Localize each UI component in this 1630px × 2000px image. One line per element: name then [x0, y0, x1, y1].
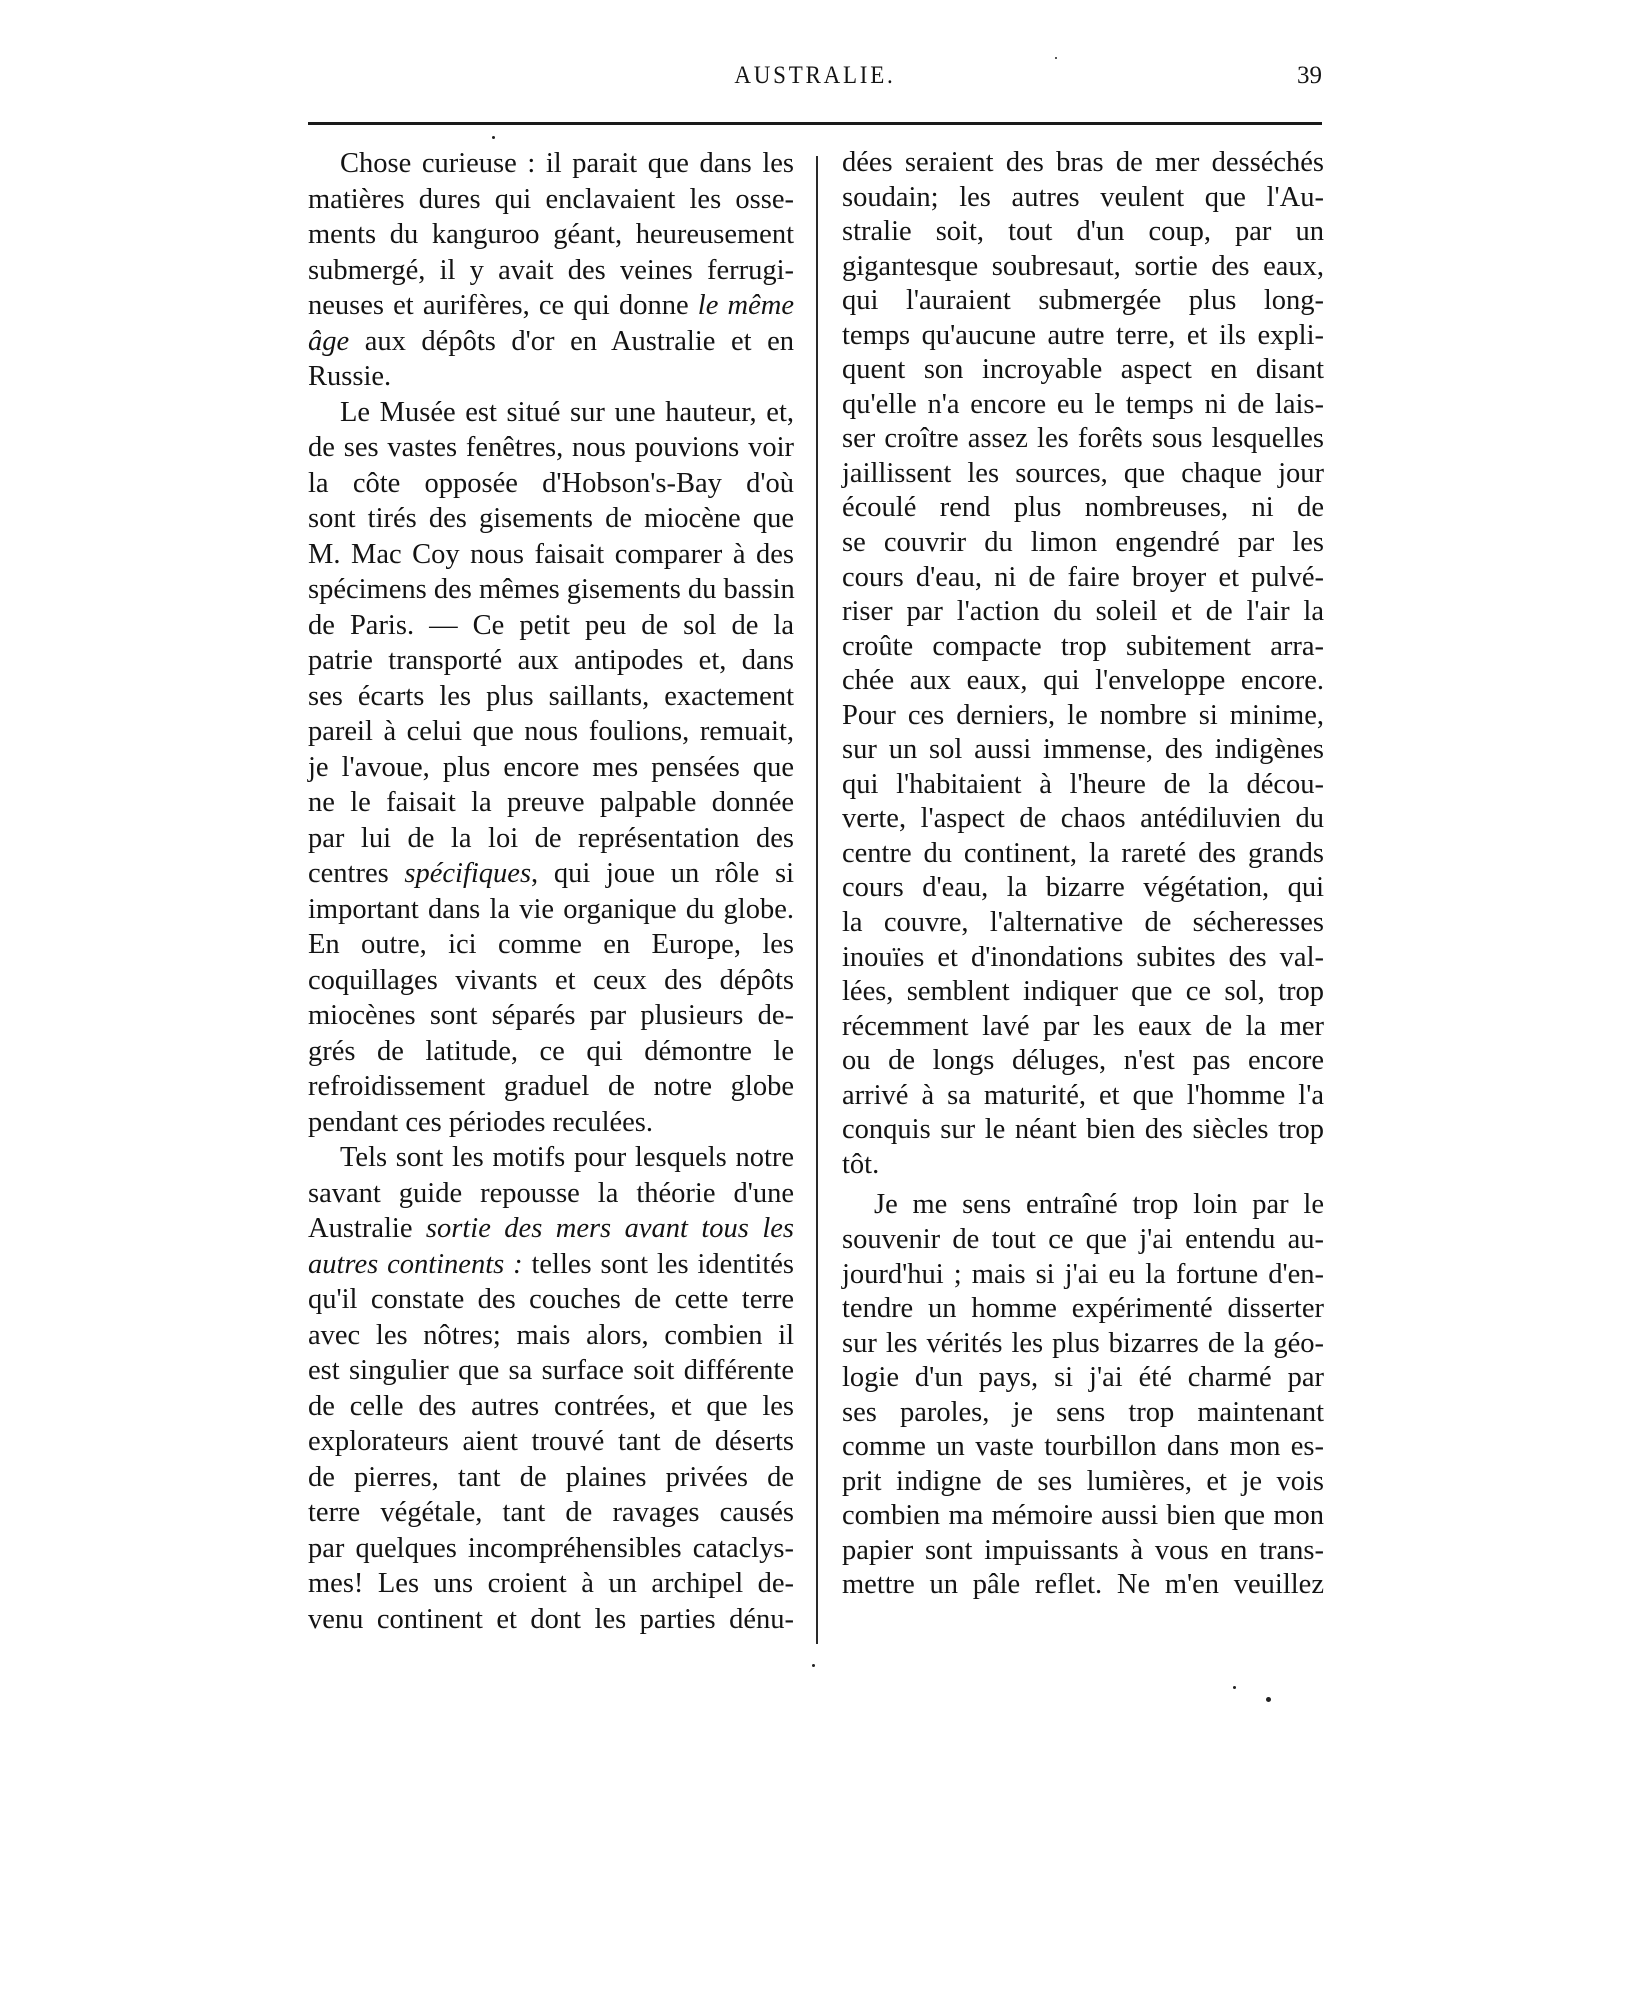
line-text: inouïes et d'inondations subites des val-	[842, 941, 1324, 973]
text-line	[842, 1361, 1324, 1396]
line-text: tendre un homme expérimenté disserter	[842, 1293, 1324, 1325]
text-line	[308, 359, 794, 395]
line-text: matières dures qui enclavaient les osse-	[308, 183, 794, 215]
line-text: la couvre, l'alternative de sécheresses	[842, 907, 1324, 939]
text-line	[308, 1353, 794, 1389]
line-text: par quelques incompréhensibles cataclys-	[308, 1532, 794, 1564]
italic-text: spécifiques	[404, 858, 532, 889]
line-text: qui l'auraient submergée plus long-	[842, 285, 1324, 317]
text-line	[842, 1396, 1324, 1431]
text-line	[842, 319, 1324, 354]
line-text: jourd'hui ; mais si j'ai eu la fortune d'en-	[842, 1258, 1324, 1290]
line-text: Chose curieuse : il parait que dans les	[340, 148, 794, 179]
text-line	[842, 664, 1324, 699]
line-text: papier sont impuissants à vous en trans-	[842, 1534, 1324, 1566]
text-line	[308, 1105, 794, 1141]
line-text: centres	[308, 858, 405, 889]
line-text: telles sont les identités	[522, 1248, 794, 1280]
line-text: quent son incroyable aspect en disant	[842, 354, 1324, 386]
text-line	[308, 253, 794, 289]
line-text: miocènes sont séparés par plusieurs de-	[308, 1000, 794, 1031]
line-text: savant guide repousse la théorie d'une	[308, 1177, 794, 1209]
text-line	[308, 146, 794, 182]
text-line	[842, 871, 1324, 906]
line-text: soudain; les autres veulent que l'Au-	[842, 181, 1324, 213]
line-text: Je me sens entraîné trop loin par le	[874, 1189, 1324, 1221]
italic-text: le même	[697, 290, 794, 321]
line-text: cours d'eau, ni de faire broyer et pulvé-	[842, 561, 1324, 593]
line-text: patrie transporté aux antipodes et, dans	[308, 645, 794, 676]
line-text: Le Musée est situé sur une hauteur, et,	[340, 396, 794, 428]
text-line	[308, 1460, 794, 1496]
text-line	[308, 1318, 794, 1354]
text-line	[842, 1258, 1324, 1293]
line-text: verte, l'aspect de chaos antédiluvien du	[842, 803, 1324, 835]
print-speck	[1266, 1697, 1271, 1702]
line-text: grés de latitude, ce qui démontre le	[308, 1035, 794, 1067]
text-line	[308, 501, 794, 537]
text-line	[842, 388, 1324, 423]
line-text: arrivé à sa maturité, et que l'homme l'a	[842, 1079, 1324, 1111]
text-line	[842, 181, 1324, 216]
text-line	[842, 1148, 1324, 1183]
italic-text: âge	[308, 325, 350, 357]
line-text: venu continent et dont les parties dénu-	[308, 1603, 794, 1635]
text-line	[308, 288, 794, 324]
line-text: Australie	[308, 1213, 426, 1244]
line-text: sur un sol aussi immense, des indigènes	[842, 734, 1324, 766]
header-rule	[308, 122, 1322, 125]
line-text: coquillages vivants et ceux des dépôts	[308, 964, 794, 996]
text-line	[842, 284, 1324, 319]
italic-text: sortie des mers avant tous les	[425, 1213, 794, 1244]
text-line	[308, 1389, 794, 1425]
text-line	[308, 856, 794, 892]
line-text: pendant ces périodes reculées.	[308, 1106, 654, 1138]
line-text: mettre un pâle reflet. Ne m'en veuillez	[842, 1569, 1324, 1601]
line-text: combien ma mémoire aussi bien que mon	[842, 1500, 1324, 1532]
line-text: la côte opposée d'Hobson's-Bay d'où	[308, 467, 794, 499]
line-text: tôt.	[842, 1148, 880, 1180]
text-line	[842, 250, 1324, 285]
text-line	[308, 1602, 794, 1638]
text-line	[842, 837, 1324, 872]
text-line	[842, 1499, 1324, 1534]
text-line	[842, 1188, 1324, 1223]
line-text: est singulier que sa surface soit différente	[308, 1355, 794, 1386]
line-text: Russie.	[308, 361, 392, 392]
line-text: comme un vaste tourbillon dans mon es-	[842, 1431, 1324, 1463]
text-line	[842, 1430, 1324, 1465]
line-text: de ses vastes fenêtres, nous pouvions voir	[308, 432, 794, 463]
text-line	[308, 1531, 794, 1567]
line-text: terre végétale, tant de ravages causés	[308, 1497, 794, 1528]
line-text: avec les nôtres; mais alors, combien il	[308, 1319, 794, 1351]
text-line	[842, 975, 1324, 1010]
text-line	[308, 537, 794, 573]
line-text: gigantesque soubresaut, sortie des eaux,	[842, 250, 1324, 282]
text-line	[842, 733, 1324, 768]
print-speck	[492, 136, 495, 139]
line-text: récemment lavé par les eaux de la mer	[842, 1010, 1324, 1042]
text-line	[308, 714, 794, 750]
text-line	[842, 491, 1324, 526]
print-speck	[1233, 1686, 1236, 1689]
text-line	[842, 906, 1324, 941]
page-number: 39	[1297, 62, 1322, 89]
text-line	[308, 679, 794, 715]
line-text: par lui de la loi de représentation des	[308, 822, 794, 854]
line-text: important dans la vie organique du globe.	[308, 893, 794, 925]
text-line	[842, 215, 1324, 250]
line-text: qu'il constate des couches de cette terre	[308, 1284, 794, 1315]
running-head	[308, 62, 1322, 98]
text-line	[308, 217, 794, 253]
text-line	[842, 1465, 1324, 1500]
line-text: ses écarts les plus saillants, exactement	[308, 680, 794, 712]
text-line	[842, 1327, 1324, 1362]
text-line	[842, 630, 1324, 665]
line-text: de pierres, tant de plaines privées de	[308, 1461, 794, 1493]
line-text: qui l'habitaient à l'heure de la décou-	[842, 768, 1324, 800]
line-text: de celle des autres contrées, et que les	[308, 1390, 794, 1422]
left-column	[308, 146, 794, 1637]
line-text: sur les vérités les plus bizarres de la géo-	[842, 1327, 1324, 1359]
line-text: temps qu'aucune autre terre, et ils expli-	[842, 319, 1324, 351]
line-text: conquis sur le néant bien des siècles trop	[842, 1114, 1324, 1146]
line-text: M. Mac Coy nous faisait comparer à des	[308, 538, 794, 570]
line-text: je l'avoue, plus encore mes pensées que	[308, 751, 794, 783]
line-text: explorateurs aient trouvé tant de déserts	[308, 1426, 794, 1457]
line-text: cours d'eau, la bizarre végétation, qui	[842, 872, 1324, 904]
line-text: stralie soit, tout d'un coup, par un	[842, 216, 1324, 248]
print-speck	[1055, 57, 1057, 59]
text-line	[308, 1282, 794, 1318]
line-text: riser par l'action du soleil et de l'air la	[842, 596, 1324, 628]
text-line	[308, 1069, 794, 1105]
line-text: sont tirés des gisements de miocène que	[308, 503, 794, 534]
text-line	[842, 422, 1324, 457]
text-line	[842, 526, 1324, 561]
text-line	[308, 1211, 794, 1247]
text-line	[842, 353, 1324, 388]
line-text: Tels sont les motifs pour lesquels notre	[340, 1142, 794, 1173]
line-text: Pour ces derniers, le nombre si minime,	[842, 699, 1324, 731]
text-line	[842, 1292, 1324, 1327]
text-line	[308, 750, 794, 786]
text-line	[842, 1079, 1324, 1114]
text-line	[308, 1176, 794, 1212]
line-text: ne le faisait la preuve palpable donnée	[308, 787, 794, 818]
italic-text: autres continents :	[308, 1248, 523, 1280]
text-line	[842, 595, 1324, 630]
line-text: de Paris. — Ce petit peu de sol de la	[308, 609, 794, 641]
text-line	[308, 182, 794, 218]
text-line	[308, 892, 794, 928]
line-text: logie d'un pays, si j'ai été charmé par	[842, 1362, 1324, 1394]
text-line	[308, 785, 794, 821]
text-line	[308, 1247, 794, 1283]
line-text: mes! Les uns croient à un archipel de-	[308, 1568, 794, 1599]
line-text: neuses et aurifères, ce qui donne	[308, 290, 698, 321]
line-text: centre du continent, la rareté des grands	[842, 837, 1324, 869]
right-column	[842, 146, 1324, 1603]
line-text: refroidissement graduel de notre globe	[308, 1071, 794, 1102]
text-line	[842, 1568, 1324, 1603]
text-line	[308, 998, 794, 1034]
text-line	[308, 1495, 794, 1531]
text-line	[842, 941, 1324, 976]
print-speck	[812, 1664, 815, 1667]
line-text: ses paroles, je sens trop maintenant	[842, 1396, 1324, 1428]
text-line	[842, 768, 1324, 803]
line-text: qu'elle n'a encore eu le temps ni de lais-	[842, 388, 1324, 420]
text-line	[308, 395, 794, 431]
line-text: , qui joue un rôle si	[531, 858, 794, 889]
line-text: souvenir de tout ce que j'ai entendu au-	[842, 1223, 1324, 1255]
line-text: pareil à celui que nous foulions, remuait,	[308, 716, 794, 747]
line-text: ments du kanguroo géant, heureusement	[308, 219, 794, 250]
text-line	[842, 1044, 1324, 1079]
text-line	[842, 1534, 1324, 1569]
line-text: chée aux eaux, qui l'enveloppe encore.	[842, 665, 1324, 697]
text-line	[842, 457, 1324, 492]
text-line	[308, 608, 794, 644]
line-text: croûte compacte trop subitement arra-	[842, 630, 1324, 662]
line-text: écoulé rend plus nombreuses, ni de	[842, 492, 1324, 524]
text-line	[308, 324, 794, 360]
text-line	[308, 963, 794, 999]
line-text: aux dépôts d'or en Australie et en	[349, 325, 794, 357]
text-line	[308, 1034, 794, 1070]
line-text: lées, semblent indiquer que ce sol, trop	[842, 976, 1324, 1008]
line-text: dées seraient des bras de mer desséchés	[842, 147, 1324, 178]
line-text: spécimens des mêmes gisements du bassin	[308, 574, 795, 605]
text-line	[842, 1223, 1324, 1258]
line-text: ser croître assez les forêts sous lesquelles	[842, 423, 1324, 455]
line-text: submergé, il y avait des veines ferrugi-	[308, 254, 794, 286]
text-line	[308, 1424, 794, 1460]
text-line	[308, 643, 794, 679]
line-text: ou de longs déluges, n'est pas encore	[842, 1045, 1324, 1077]
text-line	[308, 821, 794, 857]
text-line	[842, 561, 1324, 596]
text-line	[308, 927, 794, 963]
text-line	[842, 146, 1324, 181]
column-divider	[816, 156, 818, 1644]
text-line	[842, 1010, 1324, 1045]
text-line	[308, 430, 794, 466]
line-text: En outre, ici comme en Europe, les	[308, 929, 794, 960]
text-line	[308, 1140, 794, 1176]
line-text: jaillissent les sources, que chaque jour	[842, 457, 1324, 489]
text-line	[308, 1566, 794, 1602]
text-line	[842, 699, 1324, 734]
text-line	[842, 802, 1324, 837]
text-line	[842, 1113, 1324, 1148]
running-title: AUSTRALIE.	[734, 62, 896, 89]
line-text: prit indigne de ses lumières, et je vois	[842, 1465, 1324, 1497]
text-line	[308, 466, 794, 502]
line-text: se couvrir du limon engendré par les	[842, 527, 1324, 559]
text-line	[308, 572, 794, 608]
